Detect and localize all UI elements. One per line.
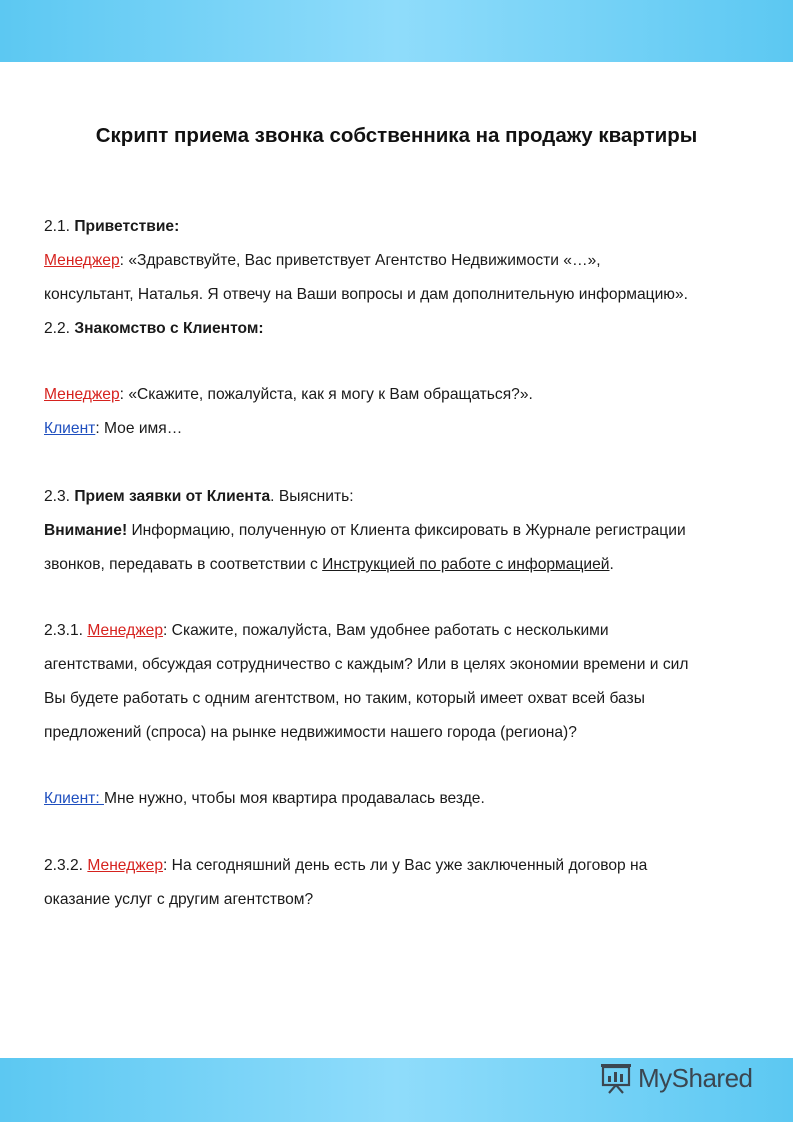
question-continuation-3: предложений (спроса) на рынке недвижимости нашего города (региона)? [44,724,577,741]
attention-heading: Внимание! [44,522,128,539]
section-heading: Знакомство с Клиентом: [74,320,264,337]
section-number: 2.2. [44,320,75,337]
manager-label: Менеджер [44,386,120,403]
section-2-2 [44,320,264,338]
question-continuation-1: агентствами, обсуждая сотрудничество с каждым? Или в целях экономии времени и сил [44,656,689,673]
client-label: Клиент [44,420,96,437]
logo-text: MyShared [638,1062,753,1093]
attention-line [44,522,686,540]
section-2-1 [44,218,179,236]
client-label: Клиент: [44,790,104,807]
myshared-logo[interactable] [598,1060,753,1096]
section-number: 2.3.2. [44,857,88,874]
section-2-3-1 [44,622,609,640]
manager-label: Менеджер [87,857,164,874]
manager-label: Менеджер [87,622,164,639]
section-text: . Выяснить: [270,488,354,505]
client-answer-line [44,420,182,438]
manager-question-line [44,386,533,404]
attention-text-post: . [609,556,614,573]
section-2-3 [44,488,354,506]
attention-text: Информацию, полученную от Клиента фиксировать в Журнале регистрации [127,522,686,539]
question-continuation: оказание услуг с другим агентством? [44,891,314,908]
question-continuation-2: Вы будете работать с одним агентством, но таким, который имеет охват всей базы [44,690,645,707]
section-number: 2.3.1. [44,622,88,639]
question-text: : На сегодняшний день есть ли у Вас уже заключенный договор на [163,857,648,874]
section-heading: Прием заявки от Клиента [74,488,271,505]
top-band [0,0,793,62]
section-number: 2.1. [44,218,75,235]
manager-greeting-line [44,252,601,270]
page-title: Скрипт приема звонка собственника на продажу квартиры [95,124,698,147]
answer-text: : Мое имя… [95,420,183,437]
greeting-continuation: консультант, Наталья. Я отвечу на Ваши вопросы и дам дополнительную информацию». [44,286,689,303]
question-text: : Скажите, пожалуйста, Вам удобнее работать с несколькими [163,622,609,639]
presentation-board-icon [598,1061,634,1095]
client-reply-line [44,790,485,808]
section-heading: Приветствие: [74,218,180,235]
manager-label: Менеджер [44,252,120,269]
reply-text: Мне нужно, чтобы моя квартира продавалась везде. [103,790,485,807]
attention-text-pre: звонков, передавать в соответствии с [44,556,323,573]
greeting-text: : «Здравствуйте, Вас приветствует Агентство Недвижимости «…», [119,252,601,269]
section-number: 2.3. [44,488,75,505]
instruction-link[interactable]: Инструкцией по работе с информацией [322,556,610,573]
question-text: : «Скажите, пожалуйста, как я могу к Вам обращаться?». [119,386,533,403]
section-2-3-2 [44,857,647,875]
attention-continuation [44,556,614,574]
